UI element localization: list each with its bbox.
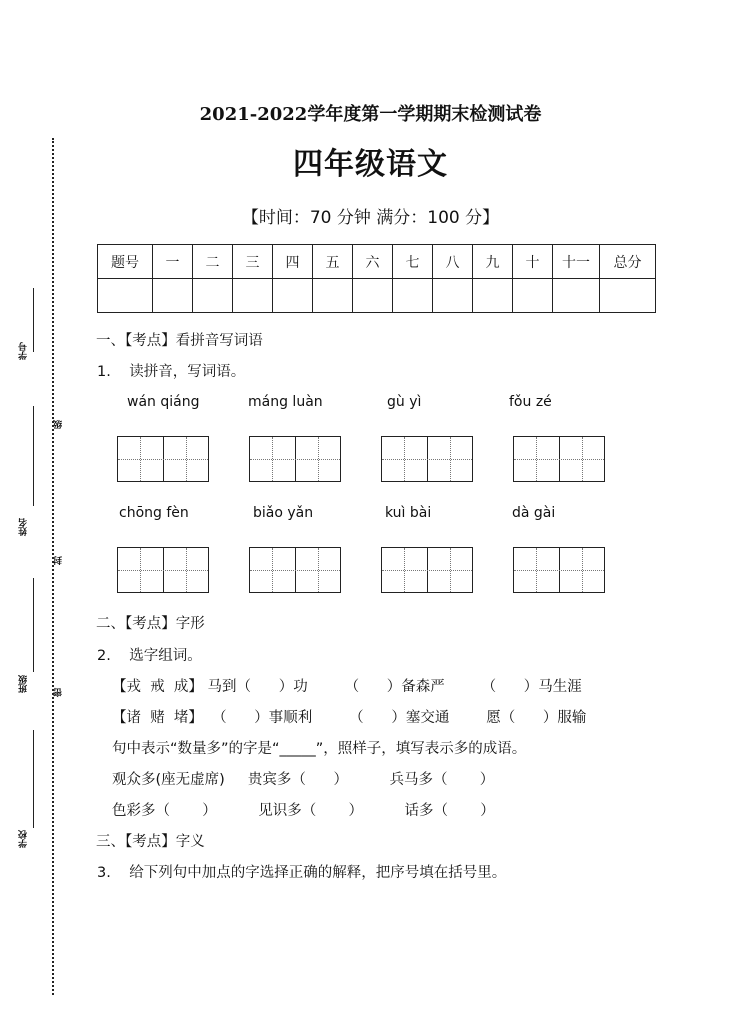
section3-heading: 三、【考点】字义 xyxy=(96,834,205,850)
question2-row: 句中表示“数量多”的字是“_____”，照样子，填写表示多的成语。 xyxy=(112,741,527,757)
pinyin-label: máng luàn xyxy=(248,394,323,410)
writing-grid[interactable] xyxy=(513,547,605,593)
question2-row: 色彩多（ ） 见识多（ ） 话多（ ） xyxy=(112,803,495,819)
student-id-label: 学号 xyxy=(19,342,29,360)
score-cell[interactable] xyxy=(473,279,513,313)
writing-grid[interactable] xyxy=(249,436,341,482)
subject-title: 四年级语文 xyxy=(293,147,448,182)
question2: 2. 选字组词。 xyxy=(97,648,202,664)
pinyin-label: fǒu zé xyxy=(509,394,552,410)
score-header-cell: 题号 xyxy=(98,245,153,279)
score-header-cell: 总分 xyxy=(600,245,656,279)
score-header-cell: 一 xyxy=(153,245,193,279)
score-table xyxy=(97,244,656,313)
score-header-cell: 四 xyxy=(273,245,313,279)
score-header-cell: 十一 xyxy=(553,245,600,279)
secret-label: 密 xyxy=(54,688,64,697)
question2-row: 观众多(座无虚席) 贵宾多（ ） 兵马多（ ） xyxy=(112,772,495,788)
class-label: 班级 xyxy=(19,675,29,693)
score-cell[interactable] xyxy=(98,279,153,313)
exam-info: 【时间：70 分钟 满分：100 分】 xyxy=(241,208,500,228)
writing-grid[interactable] xyxy=(381,436,473,482)
score-header-cell: 三 xyxy=(233,245,273,279)
score-cell[interactable] xyxy=(433,279,473,313)
score-header-cell: 二 xyxy=(193,245,233,279)
score-cell[interactable] xyxy=(193,279,233,313)
score-header-cell: 五 xyxy=(313,245,353,279)
score-cell[interactable] xyxy=(273,279,313,313)
score-input-row xyxy=(98,279,656,313)
grade-label: 级 xyxy=(54,420,64,429)
name-line xyxy=(33,406,34,506)
pinyin-label: dà gài xyxy=(512,505,556,521)
class-line xyxy=(33,578,34,672)
name-label: 姓名 xyxy=(19,518,29,536)
pinyin-label: chōng fèn xyxy=(119,505,189,521)
section2-heading: 二、【考点】字形 xyxy=(96,616,205,632)
school-line xyxy=(33,730,34,828)
pinyin-label: gù yì xyxy=(387,394,422,410)
score-header-cell: 八 xyxy=(433,245,473,279)
writing-grid[interactable] xyxy=(249,547,341,593)
score-header-row xyxy=(98,245,656,279)
score-cell[interactable] xyxy=(513,279,553,313)
student-id-line xyxy=(33,288,34,352)
writing-grid[interactable] xyxy=(117,436,209,482)
question1: 1. 读拼音，写词语。 xyxy=(97,364,246,380)
score-header-cell: 六 xyxy=(353,245,393,279)
score-cell[interactable] xyxy=(153,279,193,313)
exam-title: 2021-2022学年度第一学期期末检测试卷 xyxy=(199,104,542,125)
score-cell[interactable] xyxy=(600,279,656,313)
score-cell[interactable] xyxy=(313,279,353,313)
pinyin-label: biǎo yǎn xyxy=(253,505,314,521)
score-header-cell: 十 xyxy=(513,245,553,279)
question2-row: 【戎 戒 成】 马到（ ）功 （ ）备森严 （ ）马生涯 xyxy=(112,679,582,695)
score-cell[interactable] xyxy=(393,279,433,313)
pinyin-label: kuì bài xyxy=(385,505,432,521)
binding-dotted-line xyxy=(52,138,54,995)
school-label: 学校 xyxy=(19,830,29,848)
question3: 3. 给下列句中加点的字选择正确的解释，把序号填在括号里。 xyxy=(97,865,507,881)
writing-grid[interactable] xyxy=(117,547,209,593)
writing-grid[interactable] xyxy=(513,436,605,482)
score-cell[interactable] xyxy=(553,279,600,313)
score-header-cell: 九 xyxy=(473,245,513,279)
pinyin-label: wán qiáng xyxy=(127,394,200,410)
writing-grid[interactable] xyxy=(381,547,473,593)
seal-label: 封 xyxy=(54,556,64,565)
question2-row: 【诸 赌 堵】 （ ）事顺利 （ ）塞交通 愿（ ）服输 xyxy=(112,710,587,726)
score-cell[interactable] xyxy=(233,279,273,313)
score-header-cell: 七 xyxy=(393,245,433,279)
section1-heading: 一、【考点】看拼音写词语 xyxy=(96,333,263,349)
score-cell[interactable] xyxy=(353,279,393,313)
